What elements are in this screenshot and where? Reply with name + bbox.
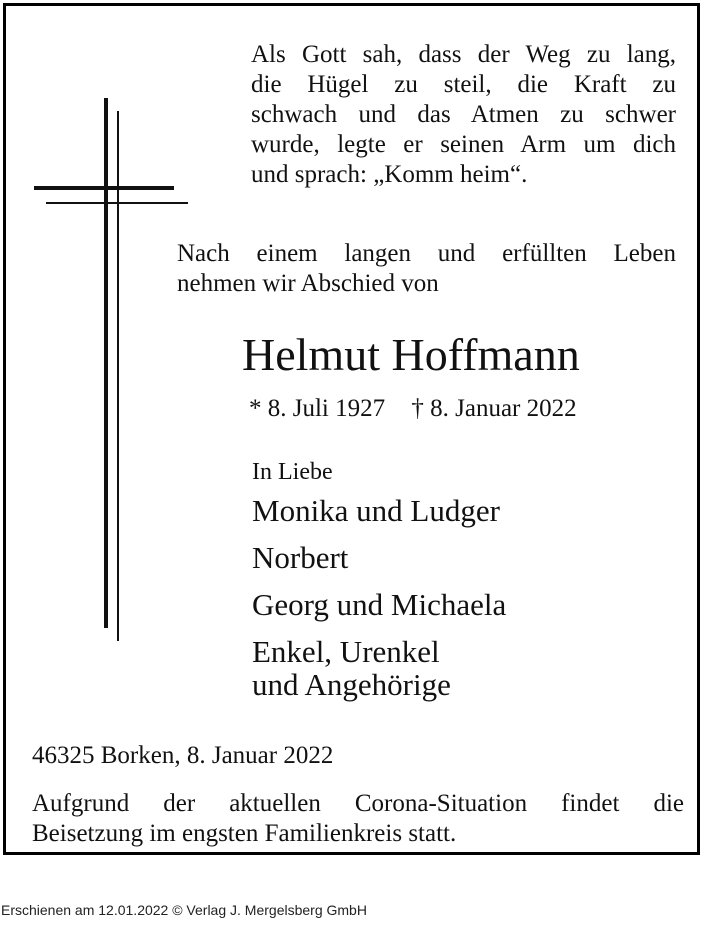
- deceased-name: Helmut Hoffmann: [242, 329, 580, 380]
- cross-icon-crossbar: [34, 186, 174, 190]
- mourner-entry: [252, 635, 506, 701]
- mourners-list: [252, 494, 506, 715]
- intro-line: Nach einem langen und erfüllten Leben: [177, 240, 676, 267]
- poem-line: schwach und das Atmen zu schwer: [251, 101, 676, 128]
- poem-line: Als Gott sah, dass der Weg zu lang,: [251, 41, 676, 68]
- poem-line: und sprach: „Komm heim“.: [251, 161, 528, 188]
- note-line: Aufgrund der aktuellen Corona-Situation findet die: [32, 790, 684, 817]
- mourners-heading: In Liebe: [252, 459, 333, 485]
- life-dates: [249, 394, 577, 424]
- death-notice: [3, 3, 700, 855]
- place-and-date: 46325 Borken, 8. Januar 2022: [32, 742, 334, 769]
- intro-text: [177, 239, 676, 299]
- mourner-entry: Norbert: [252, 540, 349, 575]
- poem-line: wurde, legte er seinen Arm um dich: [251, 131, 676, 158]
- death-date: † 8. Januar 2022: [411, 395, 577, 422]
- poem-line: die Hügel zu steil, die Kraft zu: [251, 71, 676, 98]
- intro-line: nehmen wir Abschied von: [177, 270, 439, 297]
- poem: [251, 40, 676, 190]
- cross-icon-shadow-vertical: [117, 111, 119, 641]
- mourner-entry: Georg und Michaela: [252, 587, 507, 622]
- cross-icon: [104, 98, 108, 628]
- mourner-entry-line: und Angehörige: [252, 667, 451, 702]
- funeral-note: [32, 789, 684, 849]
- note-line: Beisetzung im engsten Familienkreis statt.: [32, 820, 457, 847]
- publication-footer: Erschienen am 12.01.2022 © Verlag J. Mergelsberg GmbH: [1, 902, 367, 918]
- mourner-entry-line: Enkel, Urenkel: [252, 634, 440, 669]
- mourner-entry: Monika und Ludger: [252, 493, 500, 528]
- birth-date: * 8. Juli 1927: [249, 395, 386, 422]
- cross-icon-shadow-horizontal: [46, 202, 188, 204]
